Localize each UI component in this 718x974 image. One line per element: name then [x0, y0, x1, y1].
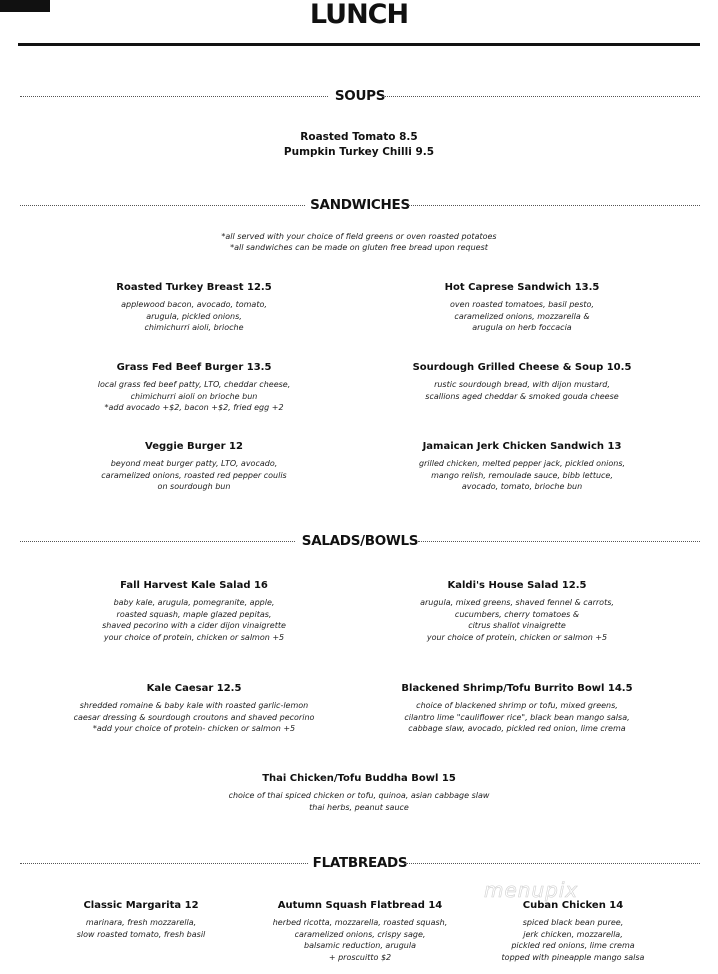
- item-description: [255, 917, 465, 963]
- desc-line: + proscuitto $2: [328, 952, 392, 962]
- item-name: Thai Chicken/Tofu Buddha Bowl 15: [262, 773, 456, 784]
- menu-item: [59, 281, 329, 334]
- menu-item: [387, 440, 657, 493]
- dotted-rule: [404, 863, 700, 864]
- desc-line: caramelized onions, roasted red pepper coulis: [101, 470, 287, 480]
- desc-line: local grass fed beef patty, LTO, cheddar cheese,: [97, 380, 291, 389]
- section-title: SALADS/BOWLS: [301, 533, 419, 549]
- item-name: Kaldi's House Salad 12.5: [447, 580, 587, 591]
- soup-item: Roasted Tomato 8.5: [300, 131, 418, 143]
- desc-line: cucumbers, cherry tomatoes &: [454, 609, 580, 619]
- item-name: Kale Caesar 12.5: [146, 683, 242, 694]
- desc-line: arugula on herb foccacia: [472, 323, 572, 332]
- menu-item: [255, 899, 465, 963]
- item-name: Classic Margarita 12: [83, 900, 199, 911]
- desc-line: arugula, pickled onions,: [146, 311, 242, 321]
- desc-line: topped with pineapple mango salsa: [501, 952, 645, 962]
- desc-line: arugula, mixed greens, shaved fennel & carrots,: [420, 598, 614, 607]
- section-title: SANDWICHES: [310, 197, 410, 213]
- item-name: Roasted Turkey Breast 12.5: [116, 282, 272, 293]
- item-name: Hot Caprese Sandwich 13.5: [444, 282, 600, 293]
- item-name: Cuban Chicken 14: [522, 900, 624, 911]
- item-name: Fall Harvest Kale Salad 16: [120, 580, 268, 591]
- desc-line: baby kale, arugula, pomegranite, apple,: [113, 598, 275, 607]
- desc-line: pickled red onions, lime crema: [511, 941, 635, 950]
- desc-line: your choice of protein, chicken or salmon +5: [426, 632, 608, 642]
- dotted-rule: [382, 96, 700, 97]
- desc-line: mango relish, remoulade sauce, bibb lettuce,: [431, 470, 613, 480]
- menu-item: [36, 899, 246, 940]
- desc-line: applewood bacon, avocado, tomato,: [121, 300, 267, 309]
- section-title: FLATBREADS: [312, 855, 408, 871]
- desc-line: chimichurri aioli, brioche: [144, 323, 244, 332]
- menu-item: [59, 361, 329, 414]
- item-name: Sourdough Grilled Cheese & Soup 10.5: [412, 362, 632, 373]
- note-line: *all served with your choice of field greens or oven roasted potatoes: [221, 232, 497, 241]
- desc-line: grilled chicken, melted pepper jack, pickled onions,: [418, 459, 626, 468]
- section-heading-salads-bowls: [20, 533, 700, 549]
- desc-line: *add avocado +$2, bacon +$2, fried egg +2: [104, 403, 284, 412]
- menu-title: LUNCH: [309, 0, 409, 30]
- menu-item: [387, 361, 657, 402]
- item-name: Autumn Squash Flatbread 14: [277, 900, 443, 911]
- desc-line: chimichurri aioli on brioche bun: [130, 391, 258, 401]
- desc-line: cabbage slaw, avocado, pickled red onion, lime crema: [408, 724, 626, 733]
- item-name: Grass Fed Beef Burger 13.5: [116, 362, 272, 373]
- soup-item: Pumpkin Turkey Chilli 9.5: [283, 146, 435, 158]
- desc-line: caramelized onions, crispy sage,: [294, 929, 426, 939]
- menu-item: [468, 899, 678, 963]
- menu-item: [209, 772, 509, 813]
- item-description: [387, 458, 657, 493]
- desc-line: spiced black bean puree,: [522, 918, 624, 927]
- menu-item: [59, 579, 329, 643]
- section-heading-sandwiches: [20, 197, 700, 213]
- menupix-watermark: menupix: [484, 878, 579, 902]
- desc-line: on sourdough bun: [157, 482, 231, 491]
- item-description: [387, 379, 657, 402]
- desc-line: cilantro lime "cauliflower rice", black bean mango salsa,: [404, 712, 630, 722]
- sandwich-notes: [0, 231, 718, 253]
- desc-line: caesar dressing & sourdough croutons and shaved pecorino: [73, 712, 315, 722]
- menu-item: [387, 281, 657, 334]
- desc-line: caramelized onions, mozzarella &: [454, 311, 590, 321]
- desc-line: beyond meat burger patty, LTO, avocado,: [110, 459, 278, 468]
- desc-line: citrus shallot vinaigrette: [468, 621, 566, 630]
- desc-line: balsamic reduction, arugula: [304, 941, 416, 950]
- desc-line: rustic sourdough bread, with dijon mustard,: [434, 380, 610, 389]
- item-name: Blackened Shrimp/Tofu Burrito Bowl 14.5: [401, 683, 633, 694]
- section-heading-soups: [20, 88, 700, 104]
- desc-line: shaved pecorino with a cider dijon vinaigrette: [102, 621, 286, 630]
- item-name: Veggie Burger 12: [145, 441, 243, 452]
- desc-line: choice of blackened shrimp or tofu, mixed greens,: [416, 701, 618, 710]
- item-description: [382, 597, 652, 643]
- menu-item: [59, 682, 329, 735]
- desc-line: marinara, fresh mozzarella,: [85, 918, 197, 927]
- desc-line: shredded romaine & baby kale with roasted garlic-lemon: [79, 701, 309, 710]
- item-description: [209, 790, 509, 813]
- soup-list: [0, 130, 718, 160]
- desc-line: jerk chicken, mozzarella,: [523, 929, 623, 939]
- title-divider: [18, 43, 700, 46]
- item-description: [468, 917, 678, 963]
- section-title: SOUPS: [334, 88, 386, 104]
- item-description: [59, 299, 329, 334]
- desc-line: choice of thai spiced chicken or tofu, quinoa, asian cabbage slaw: [228, 791, 490, 800]
- item-description: [59, 700, 329, 735]
- desc-line: roasted squash, maple glazed pepitas,: [116, 609, 272, 619]
- section-heading-flatbreads: [20, 855, 700, 871]
- dotted-rule: [408, 205, 700, 206]
- desc-line: thai herbs, peanut sauce: [309, 802, 409, 812]
- desc-line: *add your choice of protein- chicken or salmon +5: [92, 724, 296, 733]
- item-description: [59, 458, 329, 493]
- note-line: *all sandwiches can be made on gluten free bread upon request: [230, 243, 488, 252]
- item-name: Jamaican Jerk Chicken Sandwich 13: [422, 441, 622, 452]
- desc-line: your choice of protein, chicken or salmon +5: [103, 632, 285, 642]
- item-description: [59, 379, 329, 414]
- item-description: [387, 299, 657, 334]
- item-description: [36, 917, 246, 940]
- desc-line: oven roasted tomatoes, basil pesto,: [450, 300, 594, 309]
- menu-item: [59, 440, 329, 493]
- desc-line: avocado, tomato, brioche bun: [461, 482, 583, 491]
- desc-line: herbed ricotta, mozzarella, roasted squash,: [272, 918, 448, 927]
- dotted-rule: [418, 541, 700, 542]
- desc-line: slow roasted tomato, fresh basil: [76, 929, 206, 939]
- menu-item: [382, 579, 652, 643]
- item-description: [382, 700, 652, 735]
- item-description: [59, 597, 329, 643]
- desc-line: scallions aged cheddar & smoked gouda cheese: [425, 391, 619, 401]
- menu-item: [382, 682, 652, 735]
